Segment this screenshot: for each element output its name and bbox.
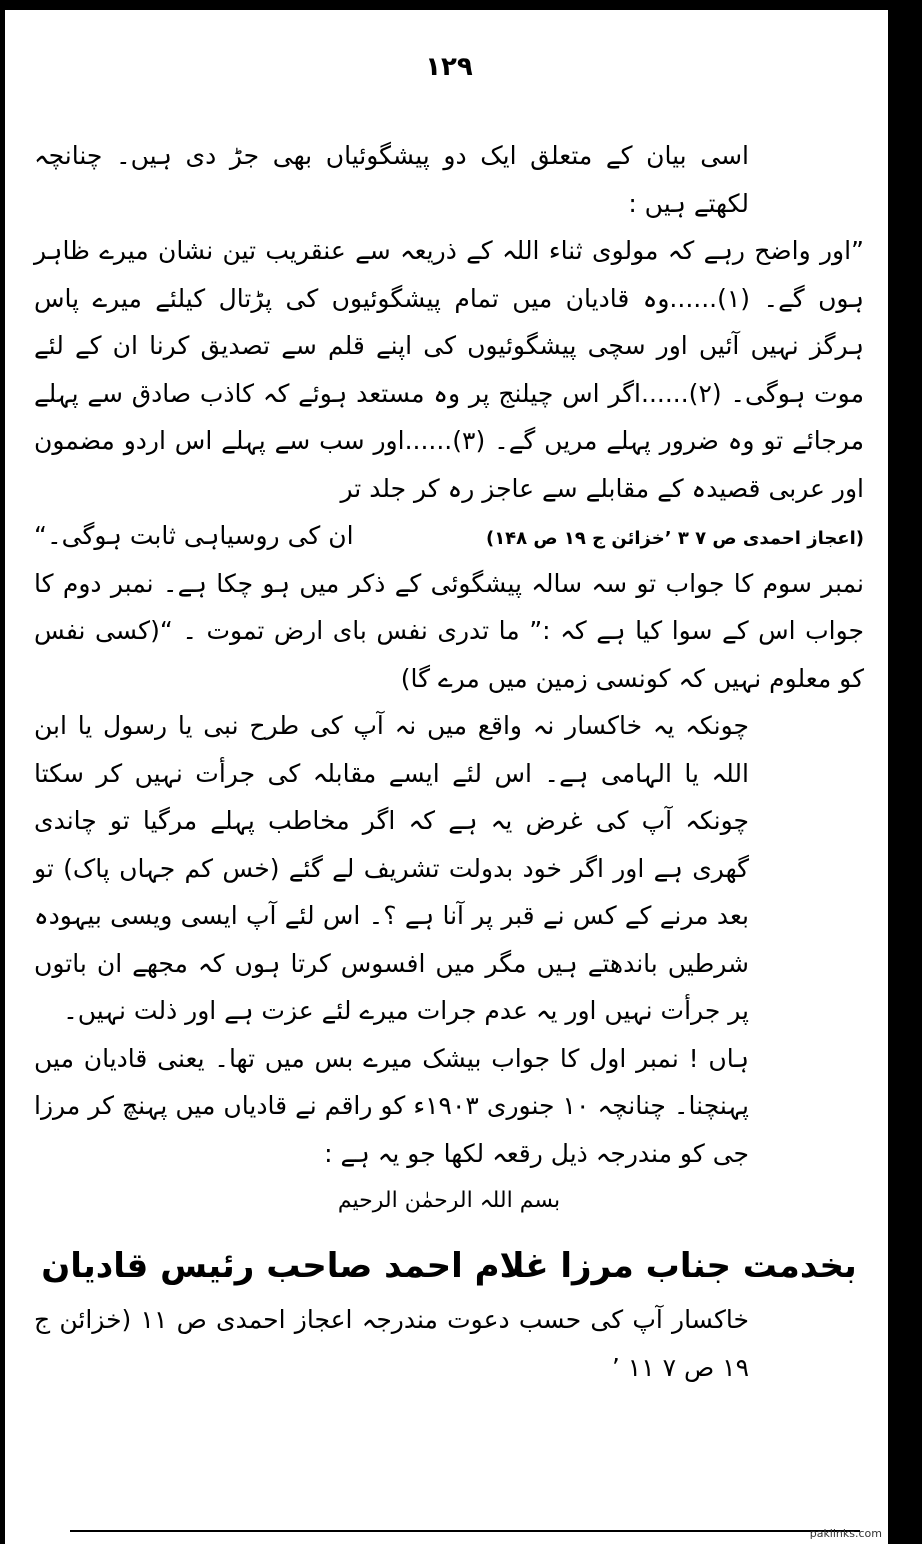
scan-top-border <box>0 0 922 10</box>
quote-citation: (اعجاز احمدی ص ۷ ۳ ’خزائن ج ۱۹ ص ۱۴۸) <box>485 528 864 549</box>
quote-end-row <box>34 512 864 560</box>
paragraph-quote: ”اور واضح رہے کہ مولوی ثناء اللہ کے ذریعہ سے عنقریب تین نشان میرے ظاہر ہوں گے۔ (۱)......وہ قادیان میں تمام پیشگوئیوں کی پڑتال کیلئے میرے پاس ہرگز نہیں آئیں اور سچی پیشگوئیوں کی اپنے قلم سے تصدیق کرنا ان کے لئے موت ہوگی۔ (۲)......اگر اس چیلنج پر وہ مستعد ہوئے کہ کاذب صادق سے پہلے مرجائے تو وہ ضرور پہلے مریں گے۔ (۳)......اور سب سے پہلے اس اردو مضمون اور عربی قصیدہ کے مقابلے سے عاجز رہ کر جلد تر <box>34 236 864 503</box>
scan-right-border <box>888 0 922 1544</box>
bismillah-line: بسم اللہ الرحمٰن الرحیم <box>337 1188 561 1213</box>
paragraph-letter-start: خاکسار آپ کی حسب دعوت مندرجہ اعجاز احمدی ص ۱۱ (خزائن ج ۱۹ ص ۷ ۱۱ ’ <box>34 1305 750 1382</box>
paragraph-answer-three: نمبر سوم کا جواب تو سہ سالہ پیشگوئی کے ذکر میں ہو چکا ہے۔ نمبر دوم کا جواب اس کے سوا کیا ہے کہ :” ما تدری نفس بای ارض تموت ۔ “(کسی نفس کو معلوم نہیں کہ کونسی زمین میں مرے گا) <box>34 568 864 693</box>
source-watermark: paklinks.com <box>809 1527 882 1540</box>
book-page <box>34 52 864 1522</box>
paragraph-intro: اسی بیان کے متعلق ایک دو پیشگوئیاں بھی جڑ دی ہیں۔ چنانچہ لکھتے ہیں : <box>34 141 749 218</box>
page-number: ۱۲۹ <box>425 52 473 82</box>
paragraph-answer-one: ہاں ! نمبر اول کا جواب بیشک میرے بس میں تھا۔ یعنی قادیان میں پہنچنا۔ چنانچہ ۱۰ جنوری ۱۹۰۳ء کو راقم نے قادیاں میں پہنچ کر مرزا جی کو مندرجہ ذیل رقعہ لکھا جو یہ ہے : <box>34 1043 749 1168</box>
paragraph-reasoning: چونکہ یہ خاکسار نہ واقع میں نہ آپ کی طرح نبی یا رسول یا ابن اللہ یا الہامی ہے۔ اس لئے ایسے مقابلہ کی جرأت نہیں کر سکتا چونکہ آپ کی غرض یہ ہے کہ اگر مخاطب پہلے مرگیا تو چاندی گھری ہے اور اگر خود بدولت تشریف لے گئے (خس کم جہاں پاک) تو بعد مرنے کے کس نے قبر پر آنا ہے ؟۔ اس لئے آپ ایسی ویسی بیہودہ شرطیں باندھتے ہیں مگر میں افسوس کرتا ہوں کہ مجھے ان باتوں پر جرأت نہیں اور یہ عدم جرات میرے لئے عزت ہے اور ذلت نہیں۔ <box>34 711 749 1025</box>
scan-left-border <box>0 0 5 1544</box>
quote-last-line: ان کی روسیاہی ثابت ہوگی۔“ <box>34 521 354 550</box>
letter-heading: بخدمت جناب مرزا غلام احمد صاحب رئیس قادیان <box>41 1246 857 1286</box>
bottom-rule <box>70 1530 860 1532</box>
